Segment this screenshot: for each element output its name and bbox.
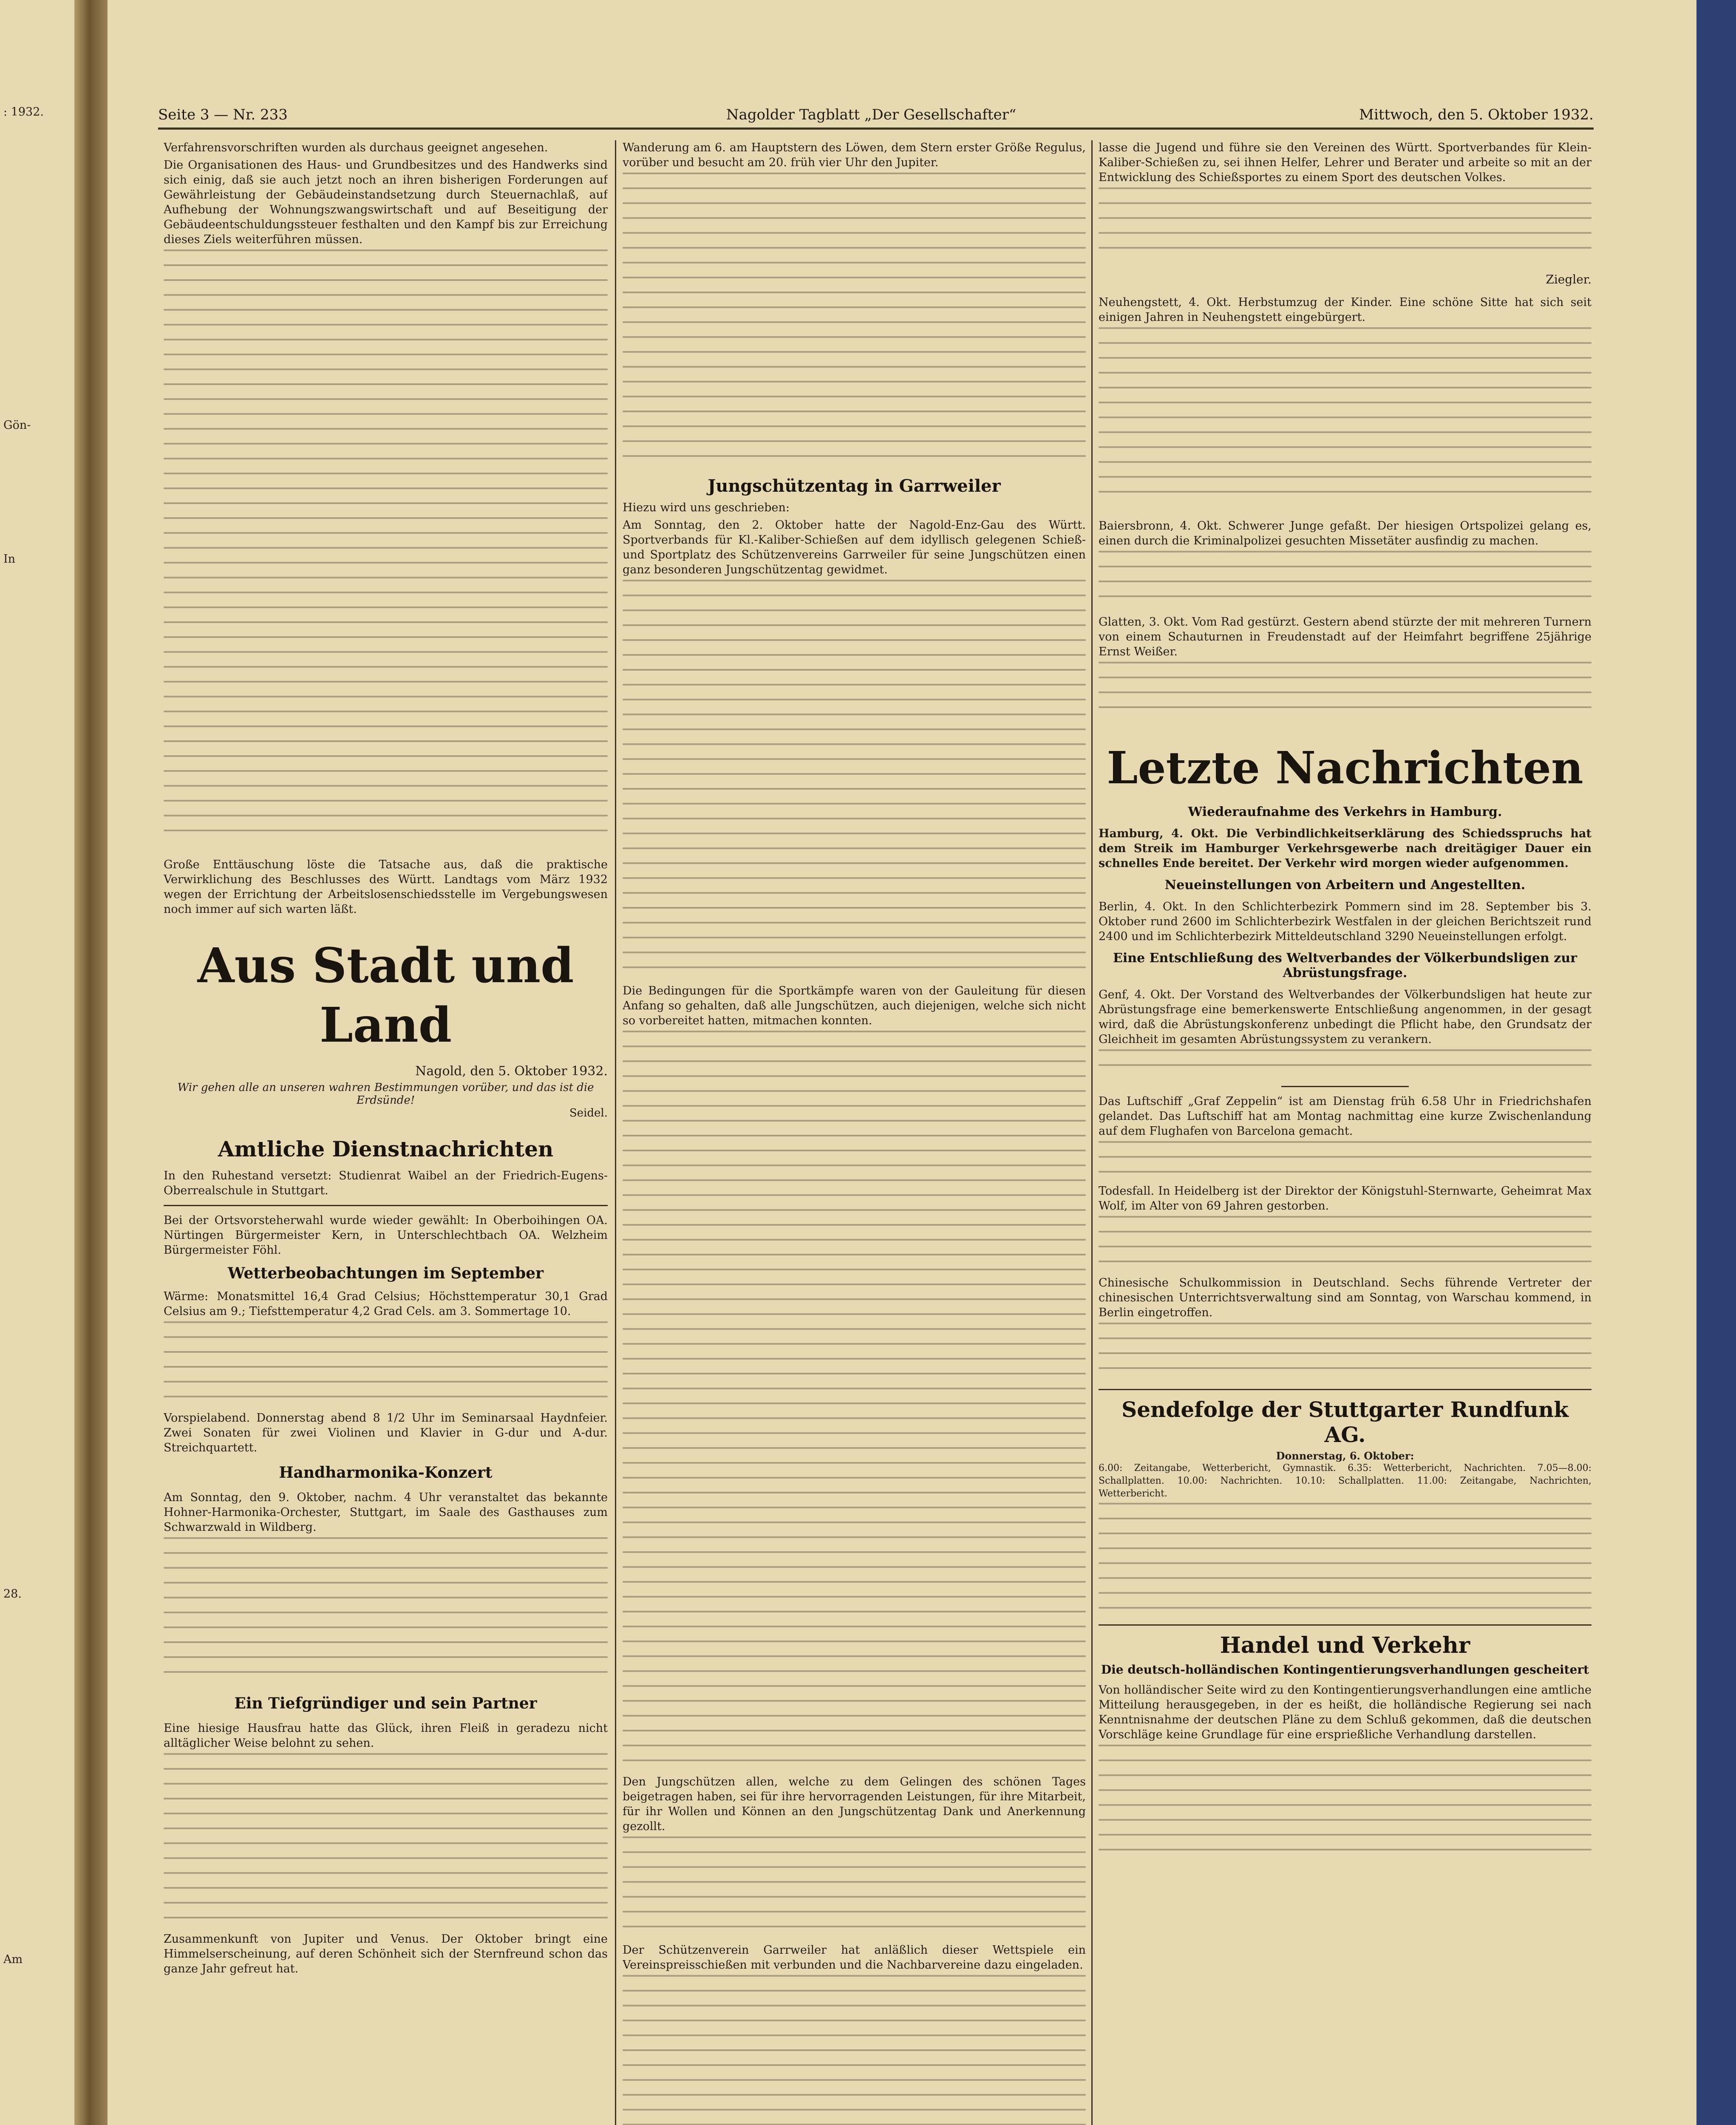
text-lines-placeholder: [1099, 1216, 1592, 1275]
article-text: Am Sonntag, den 9. Oktober, nachm. 4 Uhr veranstaltet das bekannte Hohner-Harmonika-Orchester, Stuttgart, im Saale des Gasthauses zum Schwarzwald in Wildberg.: [164, 1491, 608, 1534]
article-text: Todesfall. In Heidelberg ist der Direktor der Königstuhl-Sternwarte, Geheimrat Max Wolf, im Alter von 69 Jahren gestorben.: [1099, 1184, 1592, 1213]
article-text: Eine hiesige Hausfrau hatte das Glück, ihren Fleiß in geradezu nicht alltäglicher Weise belohnt zu sehen.: [164, 1722, 608, 1750]
text-lines-placeholder: [164, 1537, 608, 1686]
article-text: In den Ruhestand versetzt: Studienrat Waibel an der Friedrich-Eugens-Oberrealschule in Stuttgart.: [164, 1169, 608, 1197]
heading-handel: Handel und Verkehr: [1220, 1632, 1470, 1658]
text-lines-placeholder: [1099, 662, 1592, 721]
article-text: Genf, 4. Okt. Der Vorstand des Weltverbandes der Völkerbundsligen hat heute zur Abrüstungsfrage eine bemerkenswerte Entschließung angenommen, in der gesagt wird, daß die Abrüstungskonferenz unbedingt die Pflicht habe, den Grundsatz der Gleichheit im gesamten Abrüstungssystem zu verankern.: [1099, 988, 1592, 1046]
text-lines-placeholder: [164, 1753, 608, 1932]
news-headline: Eine Entschließung des Weltverbandes der Völkerbundsligen zur Abrüstungsfrage.: [1113, 951, 1577, 980]
news-headline: Die deutsch-holländischen Kontingentierungsverhandlungen gescheitert: [1101, 1663, 1589, 1677]
page-gutter: [74, 0, 108, 2125]
article-text: Glatten, 3. Okt. Vom Rad gestürzt. Gestern abend stürzte der mit mehreren Turnern von einem Schauturnen in Freudenstadt auf der Heimfahrt begriffene 25jährige Ernst Weißer.: [1099, 615, 1592, 658]
article-text: Von holländischer Seite wird zu den Kontingentierungsverhandlungen eine amtliche Mitteilung herausgegeben, in der es heißt, die holländische Regierung sei nach Kenntnisnahme der deutschen Pläne zu dem Schluß gekommen, daß die deutschen Vorschläge keine Grundlage für eine ersprießliche Verhandlung darstellen.: [1099, 1683, 1592, 1741]
article-text: Bei der Ortsvorsteherwahl wurde wieder gewählt: In Oberboihingen OA. Nürtingen Bürgermeister Kern, in Unterschlechtbach OA. Welzheim Bürgermeister Föhl.: [164, 1214, 608, 1257]
article-text: Hamburg, 4. Okt. Die Verbindlichkeitserklärung des Schiedsspruchs hat dem Streik im Hamburger Verkehrsgewerbe nach dreitägiger Dauer ein schnelles Ende bereitet. Der Verkehr wird morgen wieder aufgenommen.: [1099, 827, 1592, 870]
margin-fragment: 28.: [3, 1587, 22, 1601]
article-text: Am Sonntag, den 2. Oktober hatte der Nagold-Enz-Gau des Württ. Sportverbands für Kl.-Kaliber-Schießen auf dem idyllisch gelegenen Schieß- und Sportplatz des Schützenvereins Garrweiler für seine Jungschützen einen ganz besonderen Jungschützentag gewidmet.: [623, 518, 1086, 576]
column-2: [623, 140, 1086, 2125]
heading-wetter: Wetterbeobachtungen im September: [227, 1264, 544, 1282]
text-lines-placeholder: [1099, 1323, 1592, 1382]
text-lines-placeholder: [623, 1031, 1086, 1774]
rundfunk-day: Donnerstag, 6. Oktober:: [1276, 1450, 1414, 1462]
article-text: Neuhengstett, 4. Okt. Herbstumzug der Kinder. Eine schöne Sitte hat sich seit einigen Jahren in Neuhengstett eingebürgert.: [1099, 296, 1592, 324]
text-lines-placeholder: [1099, 1745, 1592, 1872]
header-rule: [158, 128, 1594, 130]
heading-handharmonika: Handharmonika-Konzert: [279, 1464, 493, 1482]
article-text: Wärme: Monatsmittel 16,4 Grad Celsius; Höchsttemperatur 30,1 Grad Celsius am 9.; Tiefsttemperatur 4,2 Grad Cels. am 3. Sommertage 10.: [164, 1290, 608, 1318]
motto: Wir gehen alle an unseren wahren Bestimmungen vorüber, und das ist die Erdsünde!: [177, 1081, 594, 1107]
news-headline: Wiederaufnahme des Verkehrs in Hamburg.: [1188, 805, 1502, 819]
prev-page-header-fragment: : 1932.: [3, 105, 44, 119]
text-lines-placeholder: [1099, 327, 1592, 518]
heading-tiefgruendiger: Ein Tiefgründiger und sein Partner: [234, 1694, 537, 1712]
text-lines-placeholder: [1099, 187, 1592, 272]
text-lines-placeholder: [1099, 551, 1592, 615]
article-text: Die Organisationen des Haus- und Grundbesitzes und des Handwerks sind sich einig, daß sie auch jetzt noch an ihren bisherigen Forderungen auf Gewährleistung der Gebäudeinstandsetzung durch Steuernachlaß, auf Aufhebung der Wohnungszwangswirtschaft und auf Beseitigung der Gebäudeentschuldungssteuer festhalten und den Kampf bis zur Erreichung dieses Ziels weiterführen müssen.: [164, 159, 608, 246]
text-lines-placeholder: [164, 1321, 608, 1411]
binding-edge: [1696, 0, 1736, 2125]
section-title-letzte-nachrichten: Letzte Nachrichten: [1107, 742, 1583, 794]
text-lines-placeholder: [623, 1975, 1086, 2125]
motto-author: Seidel.: [569, 1107, 608, 1119]
margin-fragment: Am: [3, 1953, 23, 1966]
margin-fragment: In: [3, 552, 16, 566]
article-text: Große Enttäuschung löste die Tatsache aus, daß die praktische Verwirklichung des Beschlusses des Württ. Landtags vom März 1932 wegen der Errichtung der Arbeitslosenschiedsstelle im Vergebungswesen noch immer auf sich warten läßt.: [164, 858, 608, 916]
article-author: Ziegler.: [1546, 272, 1592, 286]
article-text: Wanderung am 6. am Hauptstern des Löwen, dem Stern erster Größe Regulus, vorüber und besucht am 20. früh vier Uhr den Jupiter.: [623, 141, 1086, 169]
heading-rundfunk: Sendefolge der Stuttgarter Rundfunk AG.: [1121, 1397, 1569, 1447]
text-lines-placeholder: [623, 173, 1086, 470]
column-divider: [1091, 140, 1093, 2125]
article-text: Baiersbronn, 4. Okt. Schwerer Junge gefaßt. Der hiesigen Ortspolizei gelang es, einen durch die Kriminalpolizei gesuchten Missetäter ausfindig zu machen.: [1099, 519, 1592, 547]
column-1: [164, 140, 608, 2125]
article-text: Verfahrensvorschriften wurden als durchaus geeignet angesehen.: [164, 141, 548, 154]
article-text: Chinesische Schulkommission in Deutschland. Sechs führende Vertreter der chinesischen Unterrichtsverwaltung sind am Sonntag, von Warschau kommend, in Berlin eingetroffen.: [1099, 1276, 1592, 1319]
text-lines-placeholder: [623, 1836, 1086, 1943]
text-lines-placeholder: [1099, 1141, 1592, 1184]
text-lines-placeholder: [1099, 1049, 1592, 1079]
article-text: Zusammenkunft von Jupiter und Venus. Der Oktober bringt eine Himmelserscheinung, auf deren Schönheit sich der Sternfreund schon das ganze Jahr gefreut hat.: [164, 1932, 608, 1975]
article-text: Vorspielabend. Donnerstag abend 8 1/2 Uhr im Seminarsaal Haydnfeier. Zwei Sonaten für zwei Violinen und Klavier in G-dur und A-dur. Streichquartett.: [164, 1411, 608, 1454]
text-lines-placeholder: [164, 249, 608, 857]
article-text: Den Jungschützen allen, welche zu dem Gelingen des schönen Tages beigetragen haben, sei für ihre hervorragenden Leistungen, für ihre Mitarbeit, für ihr Wollen und Können an den Jungschützentag Dank und Anerkennung gezollt.: [623, 1775, 1086, 1833]
margin-fragment: Gön-: [3, 419, 31, 432]
article-text: lasse die Jugend und führe sie den Vereinen des Württ. Sportverbandes für Klein-Kaliber-Schießen zu, sei ihnen Helfer, Lehrer und Berater und arbeite so mit an der Entwicklung des Schießsportes zu einem Sport des deutschen Volkes.: [1099, 141, 1592, 184]
rundfunk-programme: 6.00: Zeitangabe, Wetterbericht, Gymnastik. 6.35: Wetterbericht, Nachrichten. 7.05—8.00: Schallplatten. 10.00: Nachrichten. 10.10: Schallplatten. 11.00: Zeitangabe, Nachrichten, Wetterbericht.: [1099, 1463, 1592, 1499]
newspaper-name: Nagolder Tagblatt „Der Gesellschafter“: [726, 106, 1017, 123]
article-text: Die Bedingungen für die Sportkämpfe waren von der Gauleitung für diesen Anfang so gehalten, daß alle Jungschützen, auch diejenigen, welche sich nicht so vorbereitet hatten, mitmachen konnten.: [623, 984, 1086, 1027]
dateline: Nagold, den 5. Oktober 1932.: [415, 1064, 608, 1079]
article-text: Das Luftschiff „Graf Zeppelin“ ist am Dienstag früh 6.58 Uhr in Friedrichshafen gelandet. Das Luftschiff hat am Montag nachmittag eine kurze Zwischenlandung auf dem Flughafen von Barcelona gemacht.: [1099, 1095, 1592, 1138]
column-3: [1099, 140, 1592, 2125]
issue-date: Mittwoch, den 5. Oktober 1932.: [1359, 106, 1594, 123]
article-text: Berlin, 4. Okt. In den Schlichterbezirk Pommern sind im 28. September bis 3. Oktober rund 2600 im Schlichterbezirk Westfalen in der gleichen Berichtszeit rund 2400 und im Schlichterbezirk Mitteldeutschland 3290 Neueinstellungen erfolgt.: [1099, 900, 1592, 943]
article-text: Der Schützenverein Garrweiler hat anläßlich dieser Wettspiele ein Vereinspreisschießen mit verbunden und die Nachbarvereine dazu eingeladen.: [623, 1944, 1086, 1972]
column-divider: [615, 140, 616, 2125]
text-lines-placeholder: [623, 580, 1086, 983]
news-headline: Neueinstellungen von Arbeitern und Angestellten.: [1164, 878, 1526, 892]
page-number: Seite 3 — Nr. 233: [158, 106, 288, 123]
section-title: Aus Stadt und Land: [197, 938, 574, 1053]
heading-amtlich: Amtliche Dienstnachrichten: [218, 1136, 554, 1162]
article-subline: Hiezu wird uns geschrieben:: [623, 501, 790, 514]
heading-jungschuetzentag: Jungschützentag in Garrweiler: [708, 476, 1001, 496]
text-lines-placeholder: [1099, 1503, 1592, 1618]
